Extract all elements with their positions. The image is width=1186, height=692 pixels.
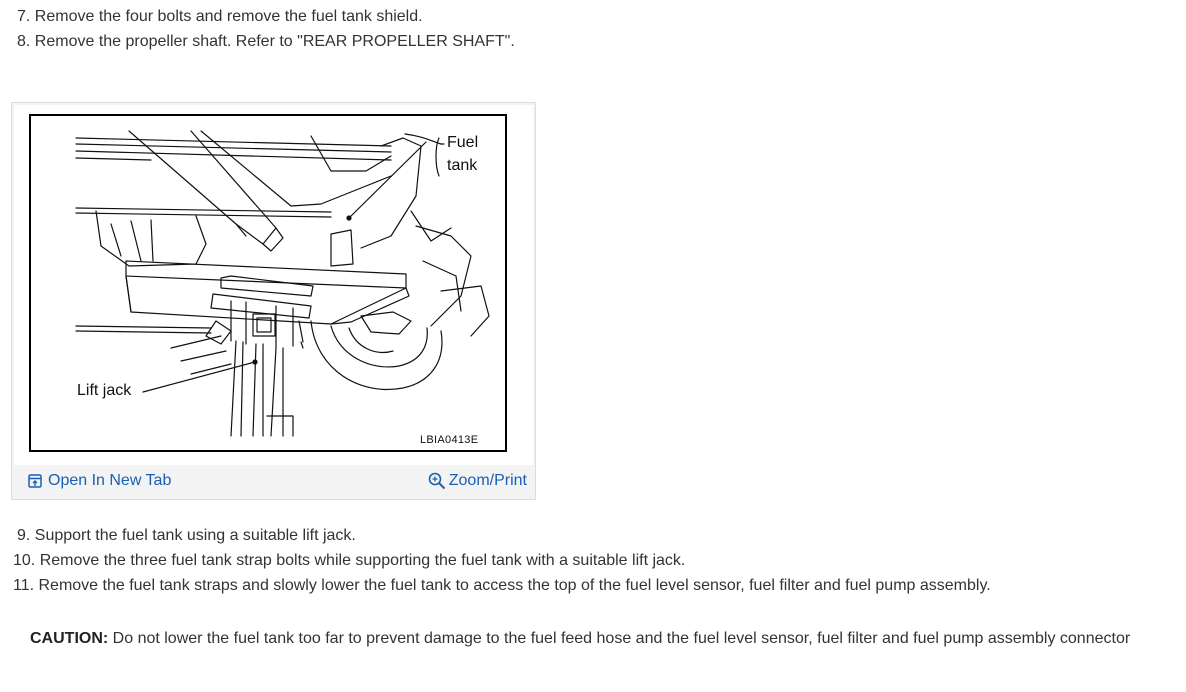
zoom-magnifier-icon [428, 472, 446, 490]
zoom-print-label: Zoom/Print [448, 472, 527, 489]
open-new-tab-icon [28, 474, 42, 488]
step-10: 10. Remove the three fuel tank strap bolts while supporting the fuel tank with a suitable lift jack. [13, 552, 686, 569]
figure-card [11, 102, 536, 500]
zoom-print-link[interactable] [428, 469, 527, 493]
caution-label: CAUTION: [30, 630, 109, 647]
open-in-new-tab-label: Open In New Tab [48, 472, 172, 489]
caution-text: Do not lower the fuel tank too far to prevent damage to the fuel feed hose and the fuel level sensor, fuel filter and fuel pump assembly connector [108, 630, 1131, 647]
step-7: 7. Remove the four bolts and remove the fuel tank shield. [17, 8, 423, 25]
open-in-new-tab-link[interactable] [28, 469, 171, 493]
figure-code: LBIA0413E [420, 434, 479, 446]
figure-illustration [29, 114, 507, 452]
caution-note [13, 626, 1173, 651]
label-tank: tank [447, 157, 478, 174]
figure-image-area[interactable] [14, 105, 533, 465]
label-fuel: Fuel [447, 134, 479, 151]
step-8: 8. Remove the propeller shaft. Refer to "REAR PROPELLER SHAFT". [17, 33, 515, 50]
fuel-tank-lift-jack-drawing [31, 116, 507, 452]
step-9: 9. Support the fuel tank using a suitable lift jack. [17, 527, 356, 544]
step-11: 11. Remove the fuel tank straps and slowly lower the fuel tank to access the top of the fuel level sensor, fuel filter and fuel pump assembly. [13, 577, 991, 594]
label-lift-jack: Lift jack [77, 382, 132, 399]
